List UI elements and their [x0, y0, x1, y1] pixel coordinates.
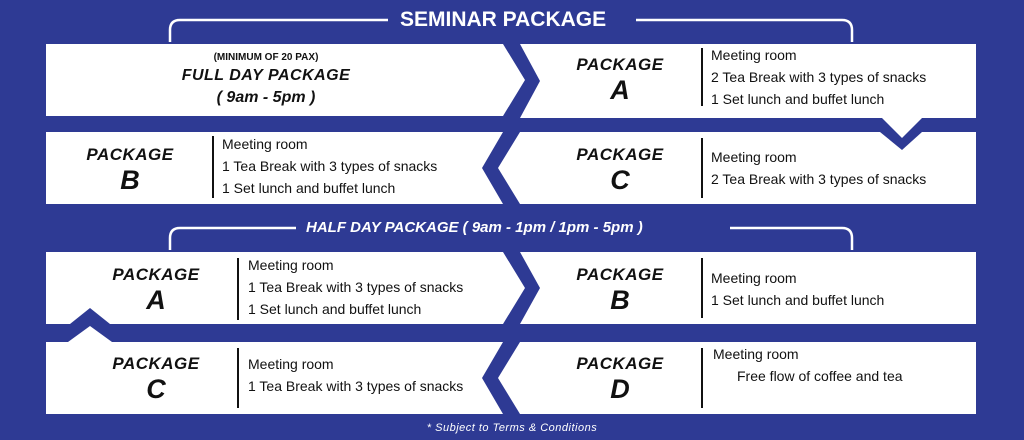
feature-item: 2 Tea Break with 3 types of snacks	[711, 171, 927, 187]
full-day-package-b-features	[222, 133, 437, 199]
package-letter: B	[610, 285, 630, 315]
divider-line	[237, 348, 239, 408]
full-day-package-c-label	[560, 146, 680, 194]
package-word: PACKAGE	[576, 145, 664, 164]
half-day-package-b-label	[560, 266, 680, 314]
package-letter: A	[610, 75, 630, 105]
feature-item: Meeting room	[248, 356, 334, 372]
feature-item: 1 Set lunch and buffet lunch	[711, 292, 885, 308]
feature-item: Free flow of coffee and tea	[737, 368, 903, 384]
divider-line	[701, 48, 703, 106]
half-day-package-c-label	[96, 355, 216, 403]
feature-item: Meeting room	[711, 47, 797, 63]
half-day-heading: HALF DAY PACKAGE ( 9am - 1pm / 1pm - 5pm )	[306, 219, 643, 236]
feature-item: Meeting room	[711, 149, 797, 165]
half-day-package-c-features	[248, 353, 463, 397]
feature-item: Meeting room	[248, 257, 334, 273]
terms-footnote: * Subject to Terms & Conditions	[426, 422, 598, 434]
full-day-package-a-features	[711, 44, 926, 110]
package-word: PACKAGE	[576, 354, 664, 373]
package-letter: B	[120, 165, 140, 195]
feature-item: Meeting room	[713, 346, 799, 362]
half-day-bracket-left	[170, 228, 296, 250]
divider-line	[237, 258, 239, 320]
full-day-package-b-label	[70, 146, 190, 194]
half-day-package-d-label	[560, 355, 680, 403]
feature-item: Meeting room	[711, 270, 797, 286]
feature-item: 1 Tea Break with 3 types of snacks	[248, 279, 464, 295]
package-word: PACKAGE	[112, 265, 200, 284]
package-word: PACKAGE	[576, 265, 664, 284]
title-bracket-left	[170, 20, 388, 42]
minimum-pax-note: (MINIMUM OF 20 PAX)	[213, 52, 319, 63]
half-day-package-a-label	[96, 266, 216, 314]
divider-line	[701, 138, 703, 198]
feature-item: 2 Tea Break with 3 types of snacks	[711, 69, 927, 85]
half-day-bracket-right	[730, 228, 852, 250]
feature-item: 1 Set lunch and buffet lunch	[222, 180, 396, 196]
feature-item: 1 Set lunch and buffet lunch	[248, 301, 422, 317]
package-letter: C	[610, 165, 630, 195]
half-day-package-d-features	[713, 343, 903, 387]
divider-line	[701, 348, 703, 408]
divider-line	[212, 136, 214, 198]
full-day-heading: FULL DAY PACKAGE	[181, 67, 351, 84]
full-day-hours: ( 9am - 5pm )	[216, 89, 316, 106]
title-bracket-right	[636, 20, 852, 42]
feature-item: 1 Set lunch and buffet lunch	[711, 91, 885, 107]
full-day-package-c-features	[711, 146, 926, 190]
package-word: PACKAGE	[576, 55, 664, 74]
page-title: SEMINAR PACKAGE	[400, 8, 607, 31]
full-day-package-a-label	[560, 56, 680, 104]
half-day-package-a-features	[248, 254, 463, 320]
package-letter: A	[146, 285, 166, 315]
feature-item: Meeting room	[222, 136, 308, 152]
package-word: PACKAGE	[112, 354, 200, 373]
divider-line	[701, 258, 703, 318]
feature-item: 1 Tea Break with 3 types of snacks	[222, 158, 438, 174]
half-day-package-b-features	[711, 267, 884, 311]
feature-item: 1 Tea Break with 3 types of snacks	[248, 378, 464, 394]
package-letter: C	[146, 374, 166, 404]
package-letter: D	[610, 374, 630, 404]
package-word: PACKAGE	[86, 145, 174, 164]
